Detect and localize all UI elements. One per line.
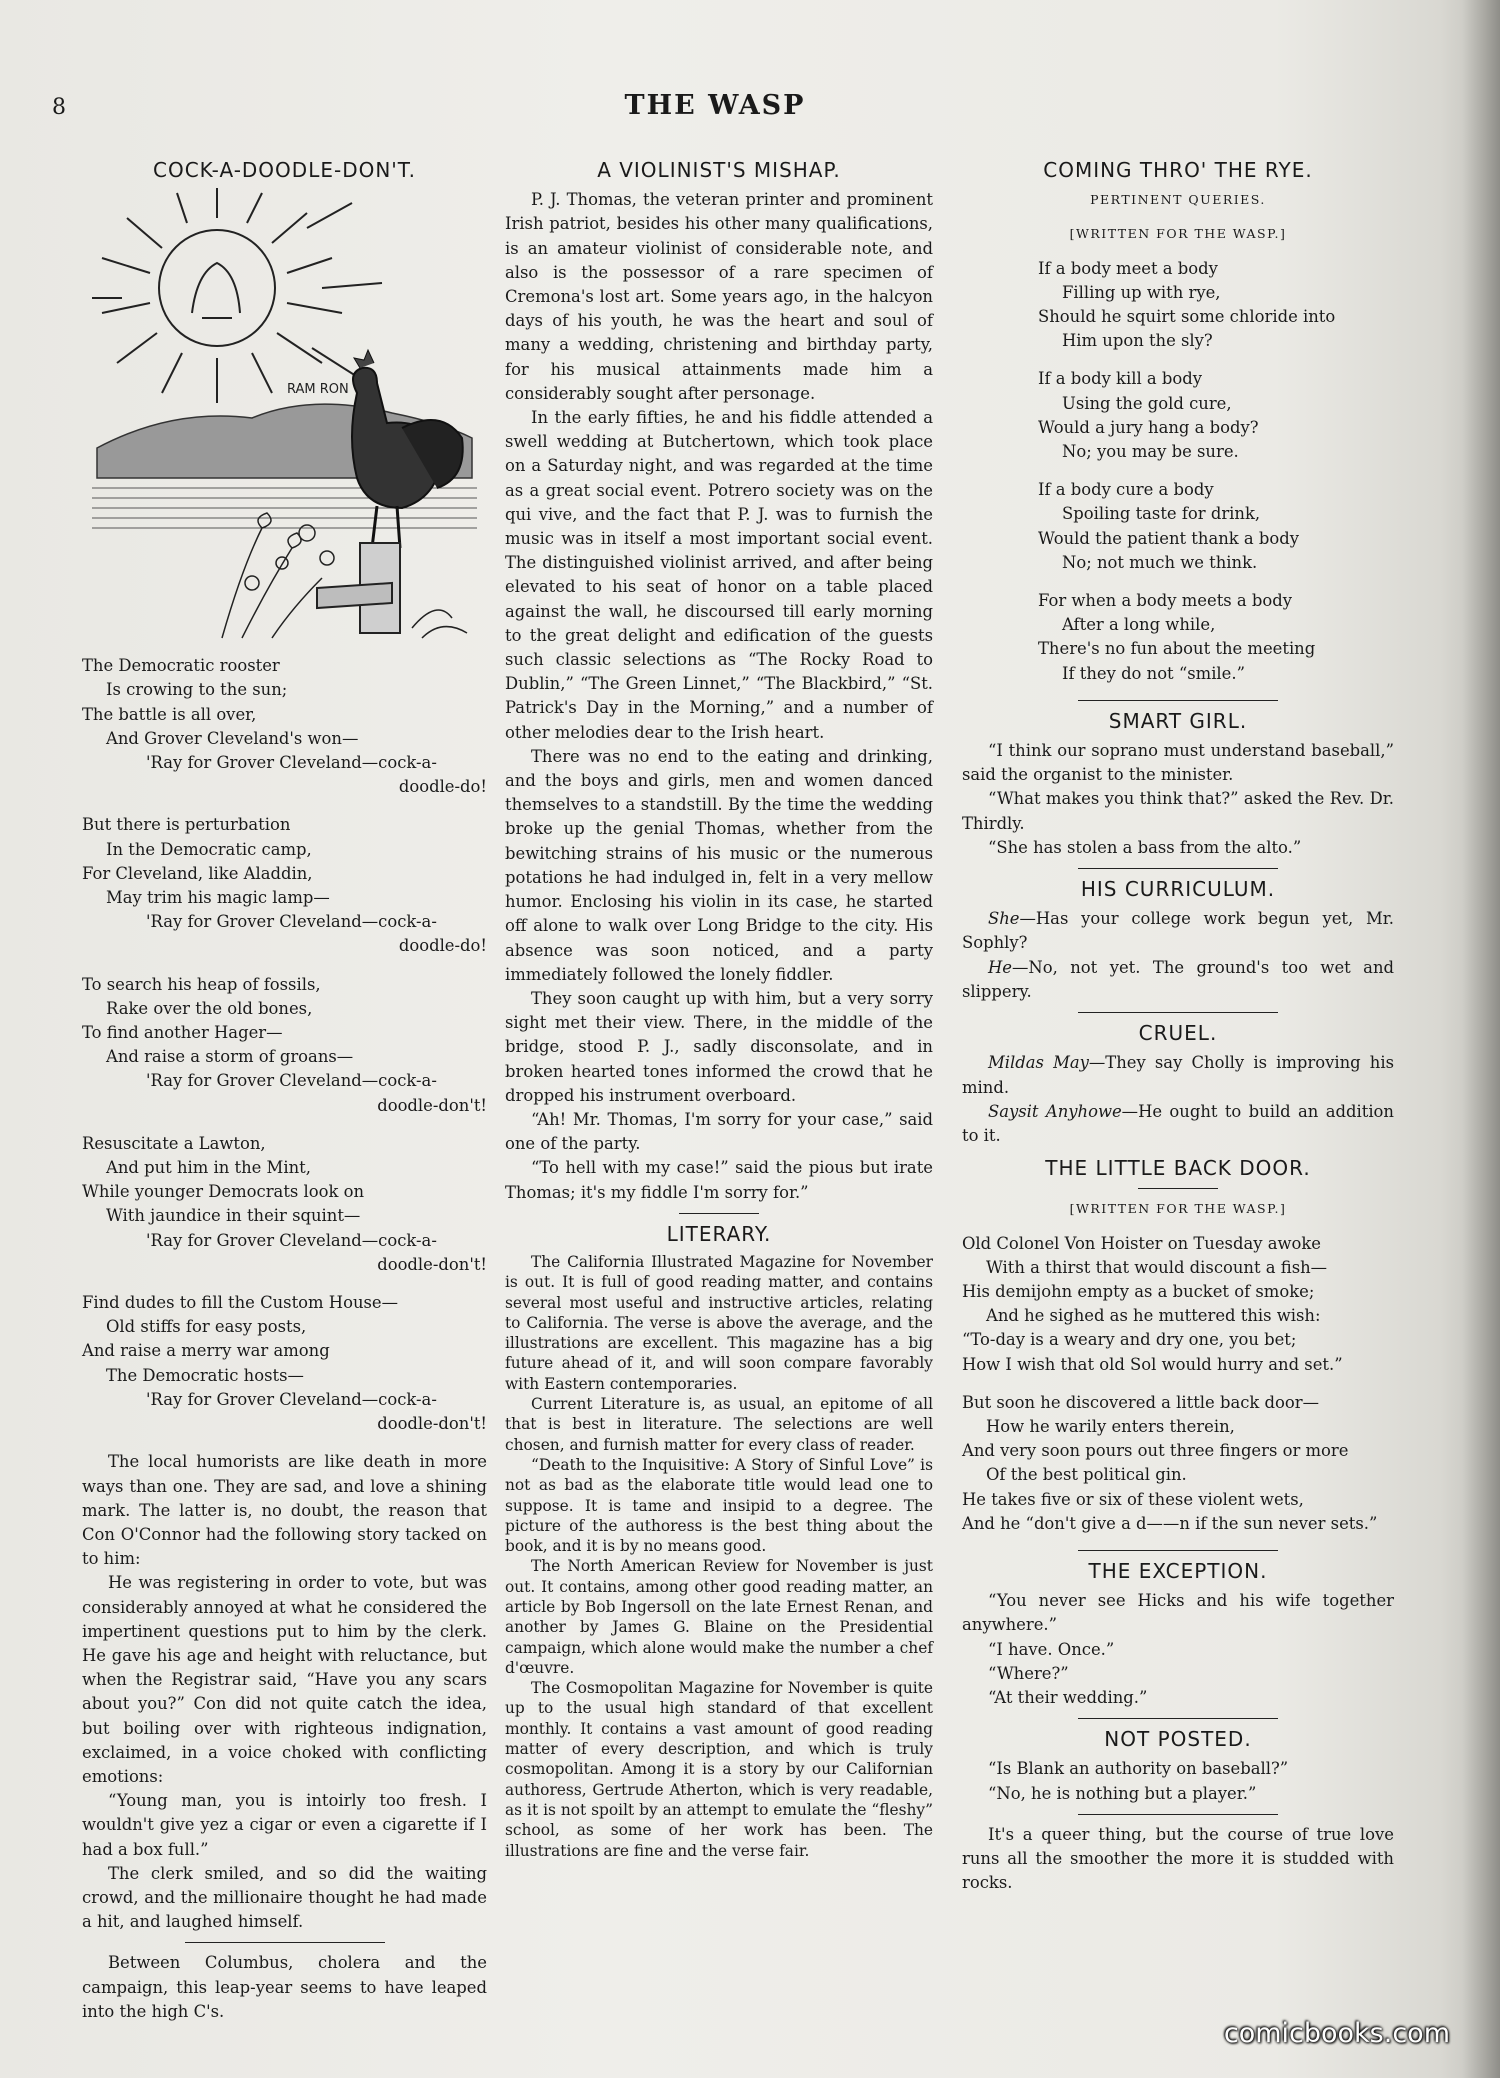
poem-line: May trim his magic lamp— bbox=[106, 888, 330, 908]
poem-line: Is crowing to the sun; bbox=[106, 680, 288, 700]
paragraph: “To hell with my case!” said the pious but irate Thomas; it's my fiddle I'm sorry for.” bbox=[505, 1158, 933, 1202]
poem-line: 'Ray for Grover Cleveland—cock-a- bbox=[146, 1071, 437, 1091]
review-paragraph: Current Literature is, as usual, an epitome of all that is best in literature. The selections are well chosen, and furnish matter for every class of reader. bbox=[505, 1395, 933, 1454]
poem-line: Old Colonel Von Hoister on Tuesday awoke bbox=[962, 1233, 1321, 1253]
divider bbox=[1138, 1188, 1218, 1189]
right-column bbox=[962, 150, 1394, 1895]
divider bbox=[1078, 1814, 1278, 1815]
rooster-sun-cartoon bbox=[92, 188, 477, 648]
poem-line: To search his heap of fossils, bbox=[82, 974, 321, 994]
binding-edge bbox=[1462, 0, 1500, 2078]
article-title-cruel: CRUEL. bbox=[1138, 1021, 1218, 1046]
poem-line: Spoiling taste for drink, bbox=[1062, 504, 1261, 524]
article-title-violinist: A VIOLINIST'S MISHAP. bbox=[597, 158, 841, 182]
poem-line: Him upon the sly? bbox=[1062, 331, 1213, 351]
poem-line: For when a body meets a body bbox=[1038, 591, 1292, 611]
paragraph: “What makes you think that?” asked the Rev. Dr. Thirdly. bbox=[962, 789, 1394, 833]
dialogue-line: Mildas May—They say Cholly is improving his mind. bbox=[962, 1053, 1395, 1097]
poem-line: Of the best political gin. bbox=[986, 1465, 1187, 1485]
stanza bbox=[1038, 478, 1394, 575]
credit-line: [WRITTEN FOR THE WASP.] bbox=[1069, 226, 1287, 242]
review-paragraph: The California Illustrated Magazine for November is out. It is full of good reading matter, and contains several most useful and instructive articles, relating to California. The verse is above the average, and the illustrations are excellent. This magazine has a big future ahead of it, and will soon compare favorably with Eastern contemporaries. bbox=[505, 1252, 933, 1393]
cartoon-signature: RAM RON bbox=[287, 382, 349, 398]
poem-line: Would the patient thank a body bbox=[1038, 528, 1300, 548]
poem-line: He takes five or six of these violent wets, bbox=[962, 1489, 1304, 1509]
speaker: Mildas May bbox=[988, 1053, 1089, 1073]
article-title-cock-a-doodle: COCK-A-DOODLE-DON'T. bbox=[152, 158, 416, 182]
poem-line: 'Ray for Grover Cleveland—cock-a- bbox=[146, 753, 437, 773]
paragraph: He was registering in order to vote, but was considerably annoyed at what he considered the impertinent questions put to him by the clerk. He gave his age and height with reluctance, but when the Registrar said, “Have you any scars about you?” Con did not quite catch the idea, but boiling over with righteous indignation, exclaimed, in a voice choked with conflicting emotions: bbox=[82, 1573, 487, 1786]
poem-line: doodle-don't! bbox=[377, 1095, 487, 1115]
paragraph: P. J. Thomas, the veteran printer and prominent Irish patriot, besides his other many qualifications, is an amateur violinist of considerable note, and also is the possessor of a rare specimen of Cremona's lost art. Some years ago, in the halcyon days of his youth, he was the heart and soul of many a wedding, christening and birthday party, for his musical attainments made him a considerably sought after personage. bbox=[505, 190, 933, 403]
divider bbox=[1078, 1012, 1278, 1013]
paragraph: “Where?” bbox=[988, 1663, 1069, 1683]
poem-line: How I wish that old Sol would hurry and set.” bbox=[962, 1354, 1343, 1374]
poem-line: doodle-don't! bbox=[377, 1414, 487, 1434]
article-title-smart-girl: SMART GIRL. bbox=[1108, 708, 1248, 733]
divider bbox=[1078, 700, 1278, 701]
credit-line: [WRITTEN FOR THE WASP.] bbox=[1069, 1201, 1287, 1217]
poem-line: And raise a merry war among bbox=[82, 1341, 330, 1361]
poem-back-door bbox=[962, 1232, 1394, 1536]
paragraph: “No, he is nothing but a player.” bbox=[988, 1783, 1257, 1803]
poem-line: 'Ray for Grover Cleveland—cock-a- bbox=[146, 912, 437, 932]
stanza bbox=[1038, 367, 1394, 464]
paragraph: In the early fifties, he and his fiddle attended a swell wedding at Butchertown, which took place on a Saturday night, and was regarded at the time as a great social event. Potrero society was on the qui vive, and the fact that P. J. was to furnish the music was in itself a most important social event. The distinguished violinist arrived, and after being elevated to his seat of honor on a table placed against the wall, he discoursed till early morning to the great delight and edification of the guests such classic selections as “The Rocky Road to Dublin,” “The Green Linnet,” “The Blackbird,” “St. Patrick's Day in the Morning,” and a number of other melodies dear to the Irish heart. bbox=[505, 408, 933, 742]
poem-line: With a thirst that would discount a fish— bbox=[986, 1257, 1328, 1277]
poem-line: With jaundice in their squint— bbox=[106, 1206, 361, 1226]
poem-line: The Democratic hosts— bbox=[106, 1365, 304, 1385]
poem-line: While younger Democrats look on bbox=[82, 1182, 365, 1202]
paragraph: They soon caught up with him, but a very sorry sight met their view. There, in the middle of the bridge, stood P. J., sadly disconsolate, and in broken hearted tones informed the crowd that he dropped his instrument overboard. bbox=[505, 988, 933, 1105]
poem-line: Old stiffs for easy posts, bbox=[106, 1317, 307, 1337]
dialogue-line: He—No, not yet. The ground's too wet and slippery. bbox=[962, 957, 1394, 1001]
paragraph: “Is Blank an authority on baseball?” bbox=[988, 1759, 1289, 1779]
closing-paragraph: It's a queer thing, but the course of true love runs all the smoother the more it is studded with rocks. bbox=[962, 1824, 1394, 1893]
poem-line: doodle-do! bbox=[398, 777, 487, 797]
section-title-literary: LITERARY. bbox=[666, 1221, 772, 1246]
poem-line: In the Democratic camp, bbox=[106, 839, 312, 859]
poem-line: If a body cure a body bbox=[1038, 480, 1214, 500]
article-title-exception: THE EXCEPTION. bbox=[1088, 1558, 1268, 1583]
subtitle-pertinent-queries: PERTINENT QUERIES. bbox=[1090, 192, 1266, 208]
con-oconnor-story bbox=[82, 1450, 487, 1934]
article-title-rye: COMING THRO' THE RYE. bbox=[1043, 158, 1313, 182]
middle-column bbox=[505, 150, 933, 1861]
poem-line: But there is perturbation bbox=[82, 815, 291, 835]
poem-line: And Grover Cleveland's won— bbox=[106, 728, 359, 748]
paragraph: “Young man, you is intoirly too fresh. I wouldn't give yez a cigar or even a cigarette if I had a box full.” bbox=[82, 1791, 487, 1859]
divider bbox=[185, 1942, 385, 1943]
paragraph: “She has stolen a bass from the alto.” bbox=[988, 837, 1302, 857]
closing-paragraph: Between Columbus, cholera and the campaign, this leap-year seems to have leaped into the high C's. bbox=[82, 1953, 487, 2021]
dialogue-line: She—Has your college work begun yet, Mr. Sophly? bbox=[962, 909, 1394, 953]
sun-face bbox=[192, 263, 240, 313]
dialogue-line: Saysit Anyhowe—He ought to build an addition to it. bbox=[962, 1101, 1394, 1145]
poem-line: There's no fun about the meeting bbox=[1038, 639, 1316, 659]
paragraph: “I think our soprano must understand baseball,” said the organist to the minister. bbox=[962, 741, 1394, 785]
poem-line: Filling up with rye, bbox=[1062, 282, 1221, 302]
poem-line: After a long while, bbox=[1062, 615, 1216, 635]
stanza bbox=[82, 1132, 487, 1277]
speaker: Saysit Anyhowe bbox=[988, 1101, 1122, 1121]
poem-line: doodle-don't! bbox=[377, 1254, 487, 1274]
poem-line: And he sighed as he muttered this wish: bbox=[986, 1306, 1321, 1326]
stanza bbox=[1038, 589, 1394, 686]
poem-line: And he “don't give a d——n if the sun never sets.” bbox=[962, 1513, 1378, 1533]
paragraph: There was no end to the eating and drinking, and the boys and girls, men and women danced themselves to a standstill. By the time the wedding broke up the genial Thomas, whether from the bewitching strains of his music or the numerous potations he had indulged in, felt in a very mellow humor. Enclosing his violin in its case, he started off alone to walk over Long Bridge to the city. His absence was soon noticed, and a party immediately followed the lonely fiddler. bbox=[505, 746, 933, 984]
divider bbox=[1078, 1718, 1278, 1719]
poem-line: If a body kill a body bbox=[1038, 369, 1203, 389]
page-number: 8 bbox=[52, 95, 66, 120]
stanza bbox=[82, 973, 487, 1118]
poem-line: The Democratic rooster bbox=[82, 656, 280, 676]
poem-line: Would a jury hang a body? bbox=[1038, 417, 1259, 437]
review-paragraph: “Death to the Inquisitive: A Story of Sinful Love” is not as bad as the elaborate title would lead one to suppose. It is tame and insipid to a degree. The picture of the authoress is the best thing about the book, and it is by no means good. bbox=[505, 1455, 933, 1556]
divider bbox=[1078, 868, 1278, 869]
poem-line: Rake over the old bones, bbox=[106, 998, 313, 1018]
poem-line: For Cleveland, like Aladdin, bbox=[82, 863, 313, 883]
watermark: comicbooks.com bbox=[1223, 2018, 1450, 2049]
left-column bbox=[82, 150, 487, 2024]
poem-line: No; not much we think. bbox=[1062, 552, 1258, 572]
stanza bbox=[82, 654, 487, 799]
speaker: She bbox=[988, 909, 1020, 929]
paragraph: The clerk smiled, and so did the waiting crowd, and the millionaire thought he had made a hit, and laughed himself. bbox=[82, 1863, 487, 1932]
poem-line: Should he squirt some chloride into bbox=[1038, 307, 1336, 327]
poem-line: 'Ray for Grover Cleveland—cock-a- bbox=[146, 1230, 437, 1250]
poem-line: To find another Hager— bbox=[82, 1023, 283, 1043]
poem-line: Resuscitate a Lawton, bbox=[82, 1133, 266, 1153]
poem-rye bbox=[962, 257, 1394, 686]
poem-line: 'Ray for Grover Cleveland—cock-a- bbox=[146, 1389, 437, 1409]
poem-line: Using the gold cure, bbox=[1062, 393, 1232, 413]
stanza bbox=[82, 1291, 487, 1436]
poem-line: Find dudes to fill the Custom House— bbox=[82, 1293, 399, 1313]
poem-line: And put him in the Mint, bbox=[106, 1158, 311, 1178]
stanza bbox=[1038, 257, 1394, 354]
review-paragraph: The North American Review for November is just out. It contains, among other good reading matter, an article by Bob Ingersoll on the late Ernest Renan, and another by James G. Blaine on the Presidential campaign, which alone would make the number a chef d'œuvre. bbox=[505, 1557, 933, 1677]
review-paragraph: The Cosmopolitan Magazine for November is quite up to the usual high standard of that excellent monthly. It contains a vast amount of good reading matter of every description, and which is truly cosmopolitan. Among it is a story by our Californian authoress, Gertrude Atherton, which is very readable, as it is not spoilt by an attempt to emulate the “fleshy” school, as some of her work has been. The illustrations are fine and the verse fair. bbox=[505, 1679, 933, 1860]
poem-line: The battle is all over, bbox=[82, 704, 257, 724]
stanza bbox=[82, 813, 487, 958]
poem-line: If a body meet a body bbox=[1038, 258, 1218, 278]
poem-line: And very soon pours out three fingers or more bbox=[962, 1441, 1349, 1461]
literary-reviews bbox=[505, 1252, 933, 1861]
poem-line: His demijohn empty as a bucket of smoke; bbox=[962, 1281, 1315, 1301]
masthead: THE WASP bbox=[624, 90, 806, 121]
poem-line: And raise a storm of groans— bbox=[106, 1047, 354, 1067]
poem-line: If they do not “smile.” bbox=[1062, 663, 1245, 683]
fence-post bbox=[317, 543, 400, 633]
article-title-back-door: THE LITTLE BACK DOOR. bbox=[1045, 1156, 1311, 1181]
paragraph: “I have. Once.” bbox=[988, 1639, 1115, 1659]
foliage bbox=[222, 513, 467, 638]
poem-cock-a-doodle bbox=[82, 654, 487, 1436]
poem-line: How he warily enters therein, bbox=[986, 1416, 1235, 1436]
divider bbox=[1078, 1550, 1278, 1551]
speaker: He bbox=[988, 957, 1012, 977]
paragraph: The local humorists are like death in more ways than one. They are sad, and love a shining mark. The latter is, no doubt, the reason that Con O'Connor had the following story tacked on to him: bbox=[82, 1452, 487, 1569]
article-title-not-posted: NOT POSTED. bbox=[1104, 1727, 1252, 1752]
article-title-curriculum: HIS CURRICULUM. bbox=[1080, 877, 1276, 902]
paragraph: “At their wedding.” bbox=[988, 1687, 1148, 1707]
poem-line: “To-day is a weary and dry one, you bet; bbox=[962, 1330, 1297, 1350]
paragraph: “You never see Hicks and his wife together anywhere.” bbox=[962, 1591, 1394, 1635]
poem-line: No; you may be sure. bbox=[1062, 442, 1239, 462]
sun-circle bbox=[159, 230, 275, 346]
divider bbox=[679, 1213, 759, 1214]
stanza bbox=[962, 1391, 1394, 1536]
paragraph: “Ah! Mr. Thomas, I'm sorry for your case,” said one of the party. bbox=[505, 1109, 933, 1154]
poem-line: doodle-do! bbox=[398, 936, 487, 956]
poem-line: But soon he discovered a little back door— bbox=[962, 1392, 1320, 1412]
stanza bbox=[962, 1232, 1394, 1377]
